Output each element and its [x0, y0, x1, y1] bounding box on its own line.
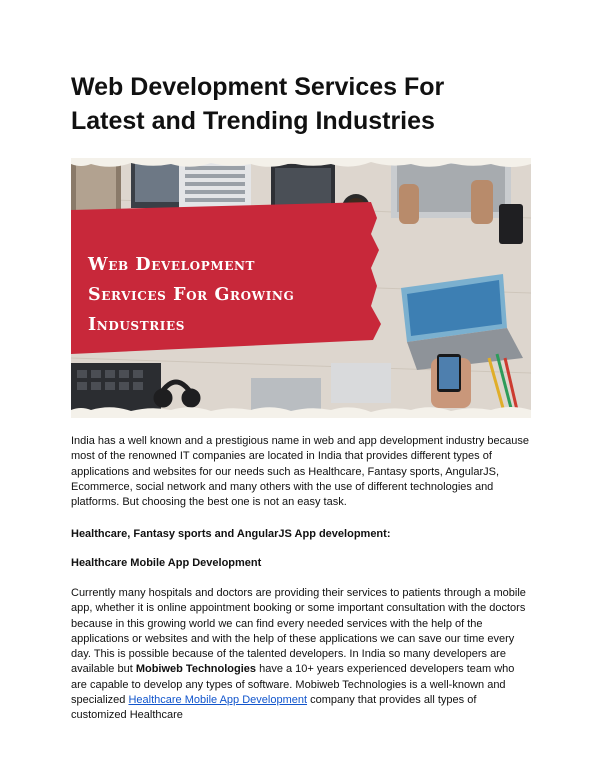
intro-paragraph: India has a well known and a prestigious name in web and app development industry because most of the renowned IT companies are located in India that provides different types of applications and websites for our needs such as Healthcare, Fantasy sports, AngularJS, Ecommerce, social network and many others with the use of different technologies and platforms. But choosing the best one is not an easy task. [71, 435, 530, 509]
phone-icon [499, 204, 523, 244]
banner-heading [88, 250, 378, 340]
para-text-2: have a 10+ years experienced developers team who are capable to develop any types of software. Mobiweb Technologies is a well-known and specialized [71, 663, 515, 707]
title-line-1: Web Development Services For [71, 73, 445, 101]
page-title [71, 70, 541, 138]
banner-line-3: Industries [88, 315, 186, 335]
title-line-2: Latest and Trending Industries [71, 107, 435, 135]
para-text-3: company that provides all types of customized Healthcare [71, 694, 477, 722]
subsection-heading: Healthcare Mobile App Development [71, 557, 262, 569]
banner-line-1: Web Development [88, 255, 256, 275]
hand-with-phone [431, 354, 471, 408]
banner-line-2: Services For Growing [88, 285, 295, 305]
hero-image [71, 158, 531, 418]
section-heading: Healthcare, Fantasy sports and AngularJS App development: [71, 528, 391, 540]
para-text-1: Currently many hospitals and doctors are providing their services to patients through a mobile app, whether it is online appointment booking or some important consultation with the doctors because in this growing world we can find every needed services with the help of the applications or websites and with the help of these applications we can save our time every day. This is possible because of the talented developers. In India so many developers are available but [71, 587, 526, 676]
healthcare-app-link[interactable]: Healthcare Mobile App Development [128, 694, 308, 707]
laptop-top-right-hands [391, 158, 511, 224]
company-name: Mobiweb Technologies [135, 663, 257, 676]
healthcare-paragraph [71, 586, 533, 724]
